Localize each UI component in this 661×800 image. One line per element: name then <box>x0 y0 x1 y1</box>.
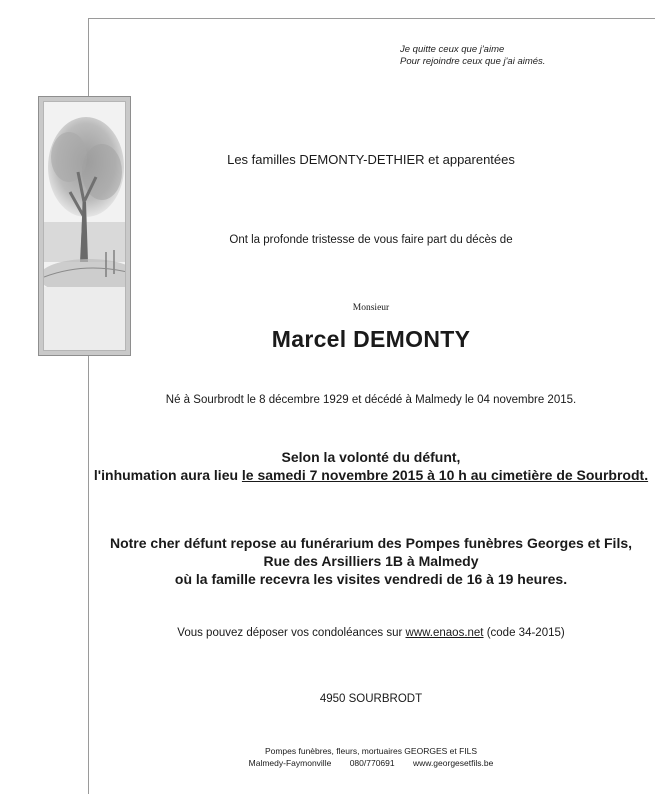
burial-line-2 <box>88 466 654 484</box>
funeral-home-line-1: Notre cher défunt repose au funérarium des Pompes funèbres Georges et Fils, <box>109 535 633 551</box>
announcement: Ont la profonde tristesse de vous faire part du décès de <box>229 234 513 246</box>
tree-picture <box>43 101 126 351</box>
burial-line-1: Selon la volonté du défunt, <box>281 449 461 465</box>
poem-line-1: Je quitte ceux que j'aime <box>400 44 505 55</box>
deceased-name: Marcel DEMONTY <box>271 326 471 352</box>
footer-website[interactable]: www.georgesetfils.be <box>413 758 494 768</box>
condolences-suffix: (code 34-2015) <box>483 627 565 639</box>
condolences-prefix: Vous pouvez déposer vos condoléances sur <box>177 627 406 639</box>
condolences-link[interactable]: www.enaos.net <box>405 627 484 639</box>
birth-death-dates: Né à Sourbrodt le 8 décembre 1929 et décédé à Malmedy le 04 novembre 2015. <box>165 394 577 406</box>
tree-icon <box>44 102 126 351</box>
town: 4950 SOURBRODT <box>319 693 423 705</box>
burial-date-place: le samedi 7 novembre 2015 à 10 h au cimetière de Sourbrodt. <box>241 467 649 483</box>
funeral-home-line-3: où la famille recevra les visites vendredi de 16 à 19 heures. <box>174 571 568 587</box>
condolences <box>88 627 654 639</box>
footer-contact <box>88 758 654 768</box>
footer-company: Pompes funèbres, fleurs, mortuaires GEORGES et FILS <box>264 746 478 756</box>
tree-illustration <box>38 96 131 356</box>
page-border <box>88 18 655 794</box>
footer-place: Malmedy-Faymonville <box>248 758 332 768</box>
families: Les familles DEMONTY-DETHIER et apparentées <box>227 152 515 167</box>
honorific: Monsieur <box>352 303 390 313</box>
poem <box>400 44 545 68</box>
footer-phone: 080/770691 <box>349 758 395 768</box>
funeral-home-info <box>88 534 654 588</box>
poem-line-2: Pour rejoindre ceux que j'ai aimés. <box>400 56 546 67</box>
burial-info <box>88 448 654 484</box>
funeral-home-line-2: Rue des Arsilliers 1B à Malmedy <box>263 553 479 569</box>
burial-line-2-prefix: l'inhumation aura lieu <box>93 467 242 483</box>
